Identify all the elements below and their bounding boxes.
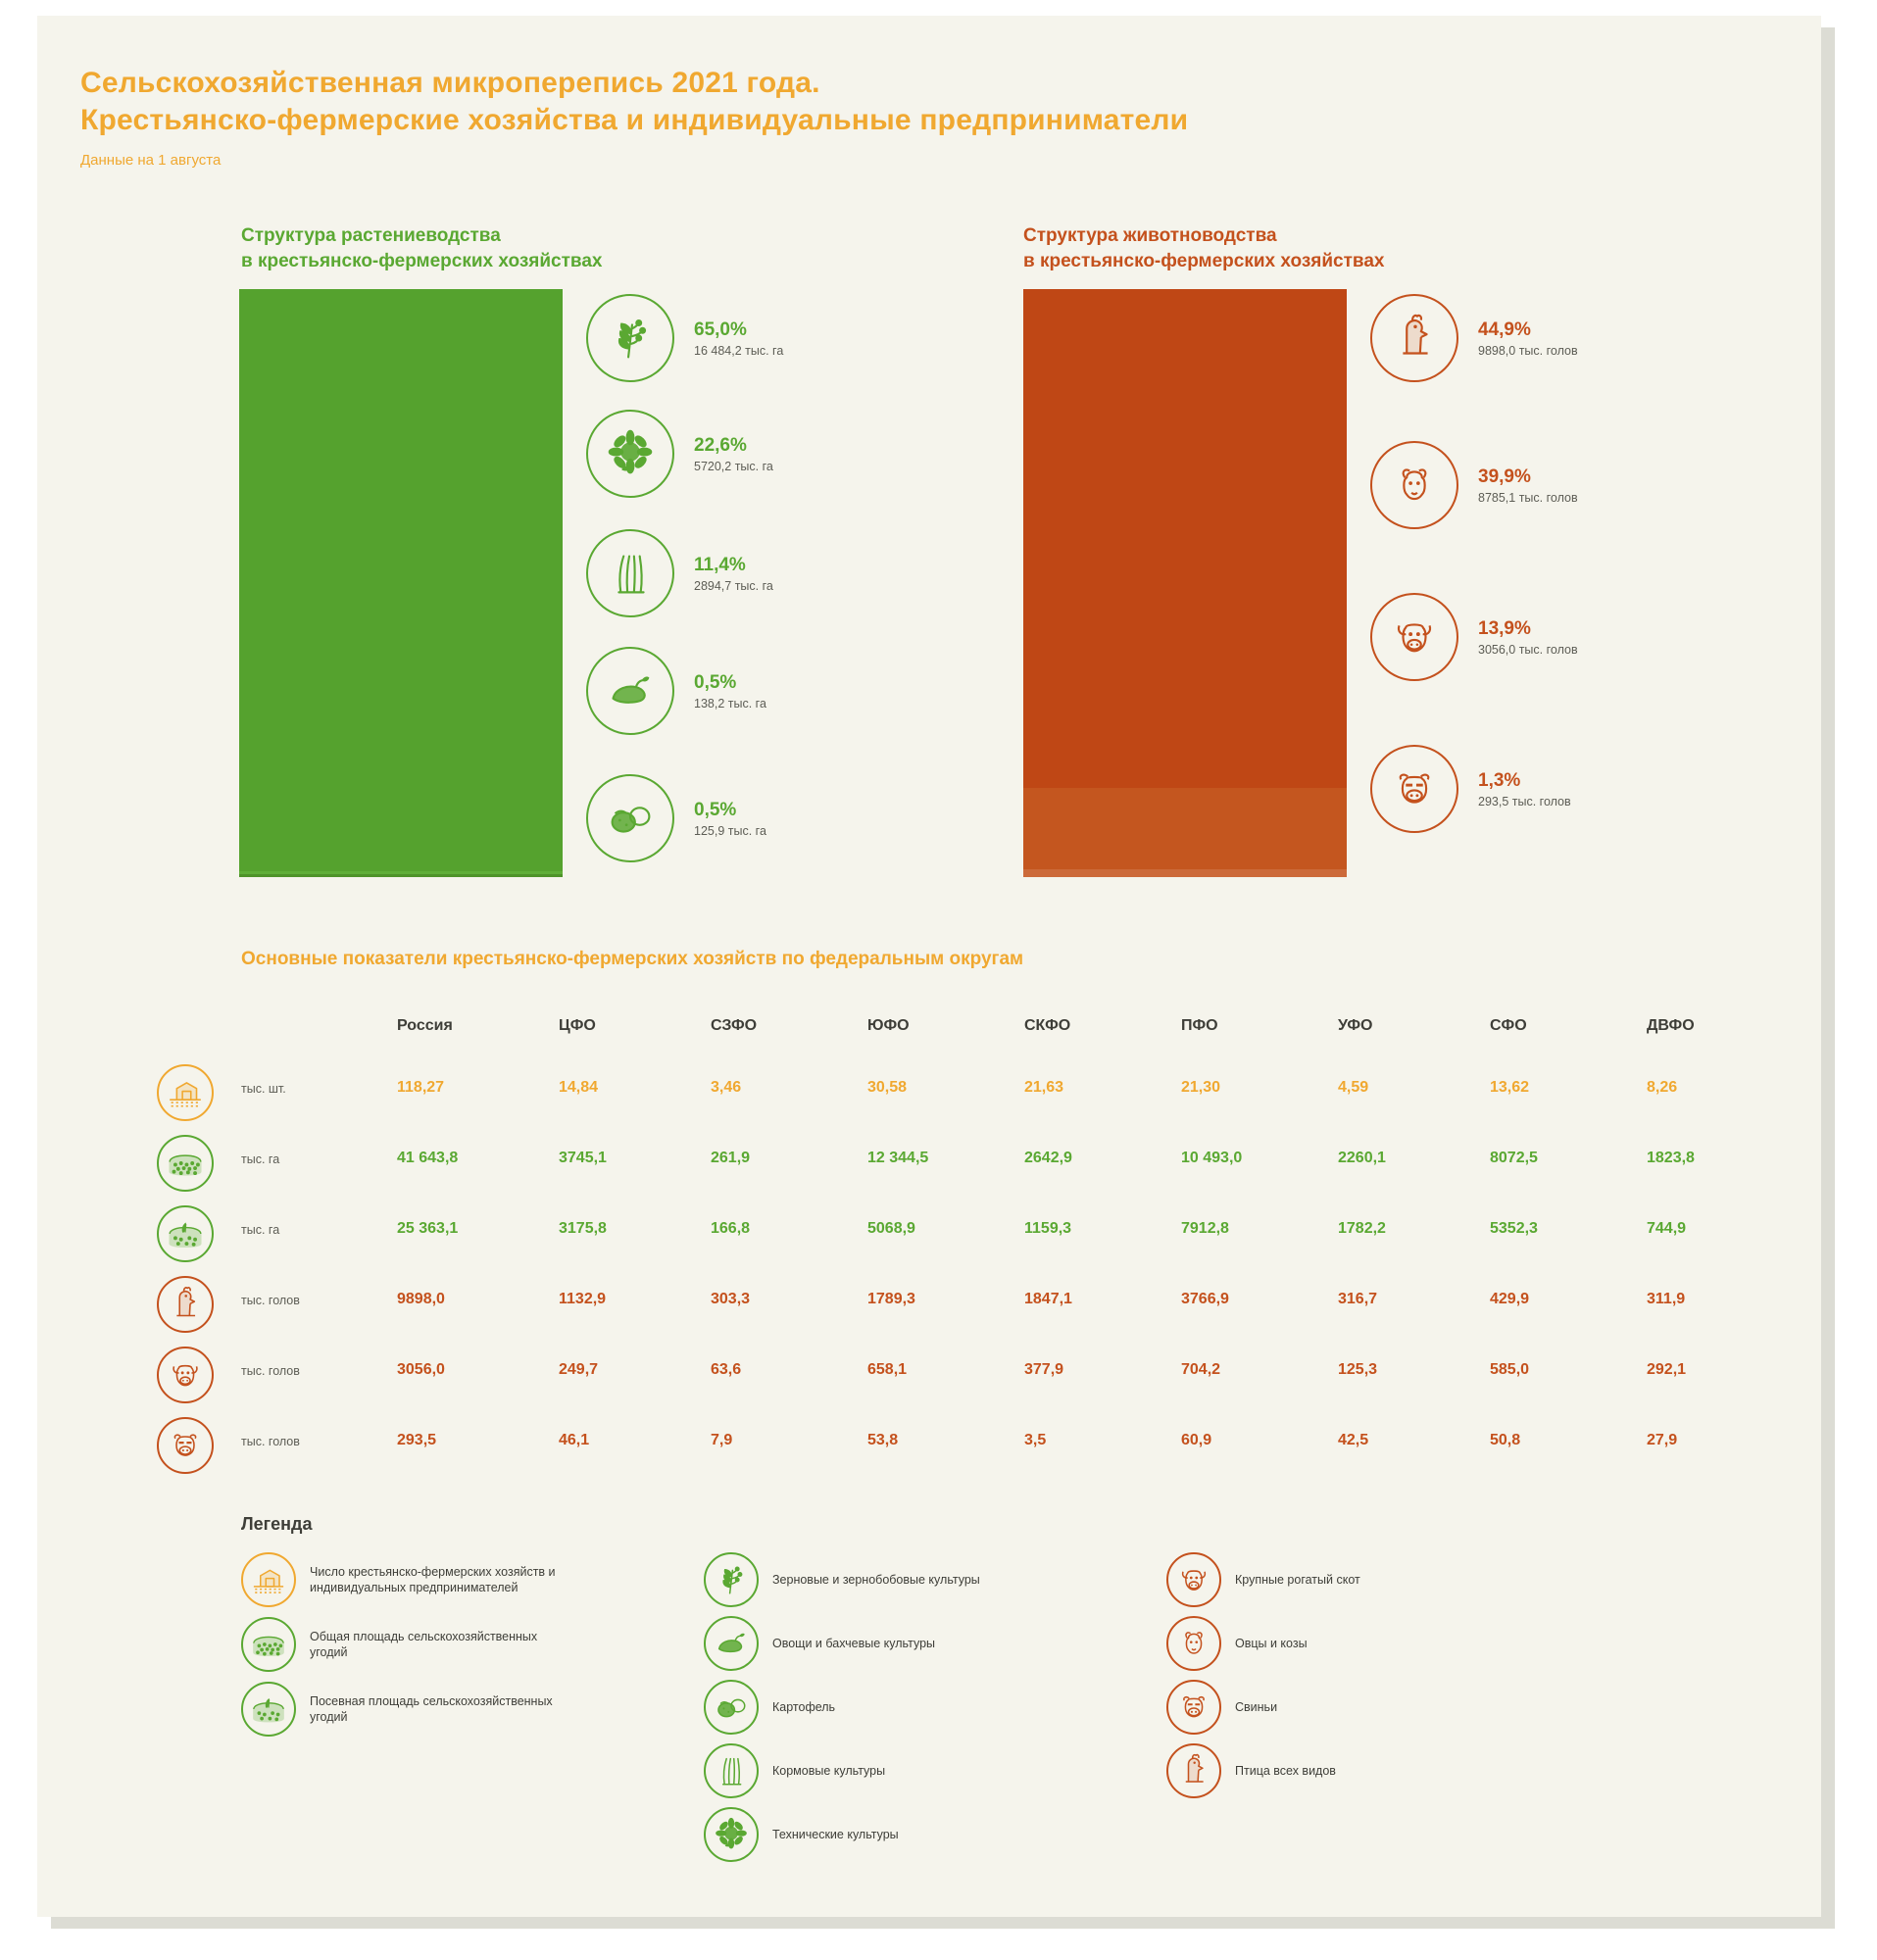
farm-icon <box>157 1064 214 1121</box>
legend-item-label: Свиньи <box>1235 1700 1278 1714</box>
series-absolute: 138,2 тыс. га <box>694 696 766 710</box>
row-unit: тыс. га <box>241 1223 280 1237</box>
bar-segment <box>239 874 563 877</box>
table-cell: 21,63 <box>1024 1079 1064 1096</box>
cattle-icon <box>1370 593 1458 681</box>
table-cell: 13,62 <box>1490 1079 1530 1096</box>
legend-item <box>241 1552 565 1607</box>
poultry-icon <box>157 1276 214 1333</box>
series-values <box>1478 618 1578 657</box>
indicators-table <box>147 1000 1735 1480</box>
vegetables-icon <box>586 647 674 735</box>
series-absolute: 293,5 тыс. голов <box>1478 794 1571 808</box>
sunflower-icon <box>586 410 674 498</box>
table-header-row <box>147 1000 1735 1056</box>
series-values <box>1478 770 1571 808</box>
grain-icon <box>704 1552 759 1607</box>
series-legend-item <box>586 774 766 862</box>
bar-segment <box>1023 869 1347 877</box>
page-title <box>80 65 1551 139</box>
series-values <box>694 319 783 358</box>
table-cell: 261,9 <box>711 1150 751 1166</box>
bar-segment <box>1023 289 1347 553</box>
row-unit: тыс. голов <box>241 1294 300 1307</box>
table-cell: 50,8 <box>1490 1432 1521 1448</box>
legend-item-label: Картофель <box>772 1700 836 1714</box>
table-cell: 14,84 <box>559 1079 599 1096</box>
table-cell: 3,5 <box>1024 1432 1047 1448</box>
sheep-icon <box>1166 1616 1221 1671</box>
table-row <box>147 1268 1735 1339</box>
legend-item <box>1166 1552 1360 1607</box>
legend-item-label: Технические культуры <box>772 1828 899 1841</box>
animal-stacked-bar <box>1023 289 1347 877</box>
table-cell: 2642,9 <box>1024 1150 1072 1166</box>
table-row <box>147 1409 1735 1480</box>
column-header: ДВФО <box>1647 1017 1695 1034</box>
fodder-icon <box>586 529 674 617</box>
vegetables-icon <box>704 1616 759 1671</box>
cattle-icon <box>1166 1552 1221 1607</box>
plant-heading-line2: в крестьянско-фермерских хозяйствах <box>241 251 603 271</box>
table-cell: 25 363,1 <box>397 1220 459 1237</box>
sheep-icon <box>1370 441 1458 529</box>
legend-item-label: Зерновые и зернобобовые культуры <box>772 1573 980 1587</box>
plant-stacked-bar <box>239 289 563 877</box>
legend-item <box>704 1743 885 1798</box>
series-values <box>694 800 766 838</box>
column-header: ЦФО <box>559 1017 596 1034</box>
legend-item-label: Овощи и бахчевые культуры <box>772 1637 936 1650</box>
series-legend-item <box>1370 593 1578 681</box>
plant-section-heading <box>241 223 692 274</box>
table-cell: 63,6 <box>711 1361 742 1378</box>
table-cell: 166,8 <box>711 1220 751 1237</box>
table-cell: 42,5 <box>1338 1432 1369 1448</box>
table-cell: 2260,1 <box>1338 1150 1386 1166</box>
table-cell: 377,9 <box>1024 1361 1064 1378</box>
table-cell: 5068,9 <box>867 1220 915 1237</box>
series-absolute: 8785,1 тыс. голов <box>1478 490 1578 505</box>
legend-item-label: Крупные рогатый скот <box>1235 1573 1360 1587</box>
fodder-icon <box>704 1743 759 1798</box>
animal-heading-line1: Структура животноводства <box>1023 225 1277 246</box>
poultry-icon <box>1166 1743 1221 1798</box>
page-subtitle: Данные на 1 августа <box>80 152 222 169</box>
series-percent: 0,5% <box>694 799 737 820</box>
column-header: СЗФО <box>711 1017 758 1034</box>
series-legend-item <box>586 529 773 617</box>
legend-item-label: Кормовые культуры <box>772 1764 886 1778</box>
cattle-icon <box>157 1347 214 1403</box>
sunflower-icon <box>704 1807 759 1862</box>
legend-item <box>241 1682 565 1737</box>
animal-heading-line2: в крестьянско-фермерских хозяйствах <box>1023 251 1385 271</box>
series-percent: 13,9% <box>1478 617 1531 639</box>
legend-item <box>704 1807 899 1862</box>
series-legend-item <box>1370 441 1578 529</box>
pig-icon <box>1166 1680 1221 1735</box>
series-absolute: 16 484,2 тыс. га <box>694 343 784 358</box>
series-absolute: 3056,0 тыс. голов <box>1478 642 1578 657</box>
table-cell: 27,9 <box>1647 1432 1678 1448</box>
legend-item-label: Посевная площадь сельскохозяйственных угодий <box>310 1694 553 1724</box>
series-legend-item <box>586 410 773 498</box>
column-header: УФО <box>1338 1017 1373 1034</box>
potato-icon <box>586 774 674 862</box>
legend-item <box>704 1552 980 1607</box>
legend-item <box>1166 1680 1277 1735</box>
column-header: Россия <box>397 1017 453 1034</box>
table-cell: 125,3 <box>1338 1361 1378 1378</box>
legend-item <box>1166 1743 1336 1798</box>
series-legend-item <box>1370 294 1578 382</box>
table-cell: 8072,5 <box>1490 1150 1538 1166</box>
table-cell: 585,0 <box>1490 1361 1530 1378</box>
legend-item-label: Общая площадь сельскохозяйственных угодий <box>310 1630 538 1659</box>
page-title-line1: Сельскохозяйственная микроперепись 2021 года. <box>80 67 820 99</box>
table-cell: 311,9 <box>1647 1291 1686 1307</box>
table-cell: 7,9 <box>711 1432 733 1448</box>
table-cell: 704,2 <box>1181 1361 1221 1378</box>
table-cell: 249,7 <box>559 1361 599 1378</box>
table-cell: 1159,3 <box>1024 1220 1072 1237</box>
table-cell: 7912,8 <box>1181 1220 1229 1237</box>
table-cell: 41 643,8 <box>397 1150 459 1166</box>
table-cell: 3766,9 <box>1181 1291 1229 1307</box>
table-cell: 60,9 <box>1181 1432 1212 1448</box>
table-cell: 8,26 <box>1647 1079 1678 1096</box>
table-cell: 53,8 <box>867 1432 899 1448</box>
series-legend-item <box>586 647 766 735</box>
row-unit: тыс. голов <box>241 1435 300 1448</box>
series-legend-item <box>586 294 783 382</box>
land-sown-icon <box>241 1682 296 1737</box>
land-total-icon <box>241 1617 296 1672</box>
table-cell: 303,3 <box>711 1291 751 1307</box>
row-unit: тыс. голов <box>241 1364 300 1378</box>
table-cell: 429,9 <box>1490 1291 1530 1307</box>
series-percent: 39,9% <box>1478 466 1531 487</box>
series-values <box>1478 319 1578 358</box>
table-cell: 9898,0 <box>397 1291 445 1307</box>
table-cell: 30,58 <box>867 1079 908 1096</box>
plant-heading-line1: Структура растениеводства <box>241 225 501 246</box>
series-percent: 22,6% <box>694 434 747 456</box>
series-absolute: 5720,2 тыс. га <box>694 459 773 473</box>
table-cell: 3056,0 <box>397 1361 445 1378</box>
potato-icon <box>704 1680 759 1735</box>
table-cell: 1132,9 <box>559 1291 607 1307</box>
legend-item <box>241 1617 565 1672</box>
table-cell: 292,1 <box>1647 1361 1687 1378</box>
legend-item-label: Число крестьянско-фермерских хозяйств и индивидуальных предпринимателей <box>310 1565 556 1594</box>
row-unit: тыс. шт. <box>241 1082 286 1096</box>
column-header: СФО <box>1490 1017 1527 1034</box>
series-percent: 0,5% <box>694 671 737 693</box>
farm-icon <box>241 1552 296 1607</box>
legend-item <box>704 1680 835 1735</box>
bar-segment <box>1023 553 1347 787</box>
table-cell: 12 344,5 <box>867 1150 929 1166</box>
series-values <box>1478 466 1578 505</box>
table-row <box>147 1127 1735 1198</box>
bar-segment <box>239 805 563 871</box>
column-header: ПФО <box>1181 1017 1218 1034</box>
table-cell: 293,5 <box>397 1432 437 1448</box>
table-cell: 4,59 <box>1338 1079 1369 1096</box>
series-values <box>694 435 773 473</box>
land-total-icon <box>157 1135 214 1192</box>
series-percent: 1,3% <box>1478 769 1521 791</box>
series-percent: 44,9% <box>1478 318 1531 340</box>
bar-segment <box>1023 788 1347 869</box>
column-header: ЮФО <box>867 1017 910 1034</box>
table-cell: 744,9 <box>1647 1220 1687 1237</box>
table-cell: 3745,1 <box>559 1150 607 1166</box>
series-percent: 65,0% <box>694 318 747 340</box>
table-heading: Основные показатели крестьянско-фермерских хозяйств по федеральным округам <box>241 949 1024 969</box>
legend-item <box>1166 1616 1308 1671</box>
legend-item-label: Птица всех видов <box>1235 1764 1336 1778</box>
pig-icon <box>1370 745 1458 833</box>
table-row <box>147 1198 1735 1268</box>
table-cell: 21,30 <box>1181 1079 1221 1096</box>
table-cell: 118,27 <box>397 1079 445 1096</box>
series-absolute: 9898,0 тыс. голов <box>1478 343 1578 358</box>
table-cell: 3,46 <box>711 1079 742 1096</box>
table-cell: 1847,1 <box>1024 1291 1072 1307</box>
table-cell: 46,1 <box>559 1432 590 1448</box>
legend-item-label: Овцы и козы <box>1235 1637 1308 1650</box>
legend-title: Легенда <box>241 1514 313 1534</box>
bar-segment <box>239 289 563 671</box>
series-values <box>694 555 773 593</box>
series-values <box>694 672 766 710</box>
poultry-icon <box>1370 294 1458 382</box>
column-header: СКФО <box>1024 1017 1071 1034</box>
pig-icon <box>157 1417 214 1474</box>
series-legend-item <box>1370 745 1571 833</box>
table-cell: 10 493,0 <box>1181 1150 1243 1166</box>
table-cell: 1789,3 <box>867 1291 915 1307</box>
bar-segment <box>239 671 563 805</box>
legend-item <box>704 1616 935 1671</box>
row-unit: тыс. га <box>241 1152 280 1166</box>
series-absolute: 125,9 тыс. га <box>694 823 766 838</box>
table-cell: 1782,2 <box>1338 1220 1386 1237</box>
animal-section-heading <box>1023 223 1494 274</box>
series-absolute: 2894,7 тыс. га <box>694 578 773 593</box>
table-cell: 1823,8 <box>1647 1150 1695 1166</box>
table-row <box>147 1056 1735 1127</box>
series-percent: 11,4% <box>694 554 746 575</box>
grain-icon <box>586 294 674 382</box>
table-cell: 316,7 <box>1338 1291 1378 1307</box>
page-title-line2: Крестьянско-фермерские хозяйства и индивидуальные предприниматели <box>80 104 1189 136</box>
table-row <box>147 1339 1735 1409</box>
land-sown-icon <box>157 1205 214 1262</box>
table-cell: 5352,3 <box>1490 1220 1538 1237</box>
table-cell: 3175,8 <box>559 1220 607 1237</box>
table-cell: 658,1 <box>867 1361 908 1378</box>
